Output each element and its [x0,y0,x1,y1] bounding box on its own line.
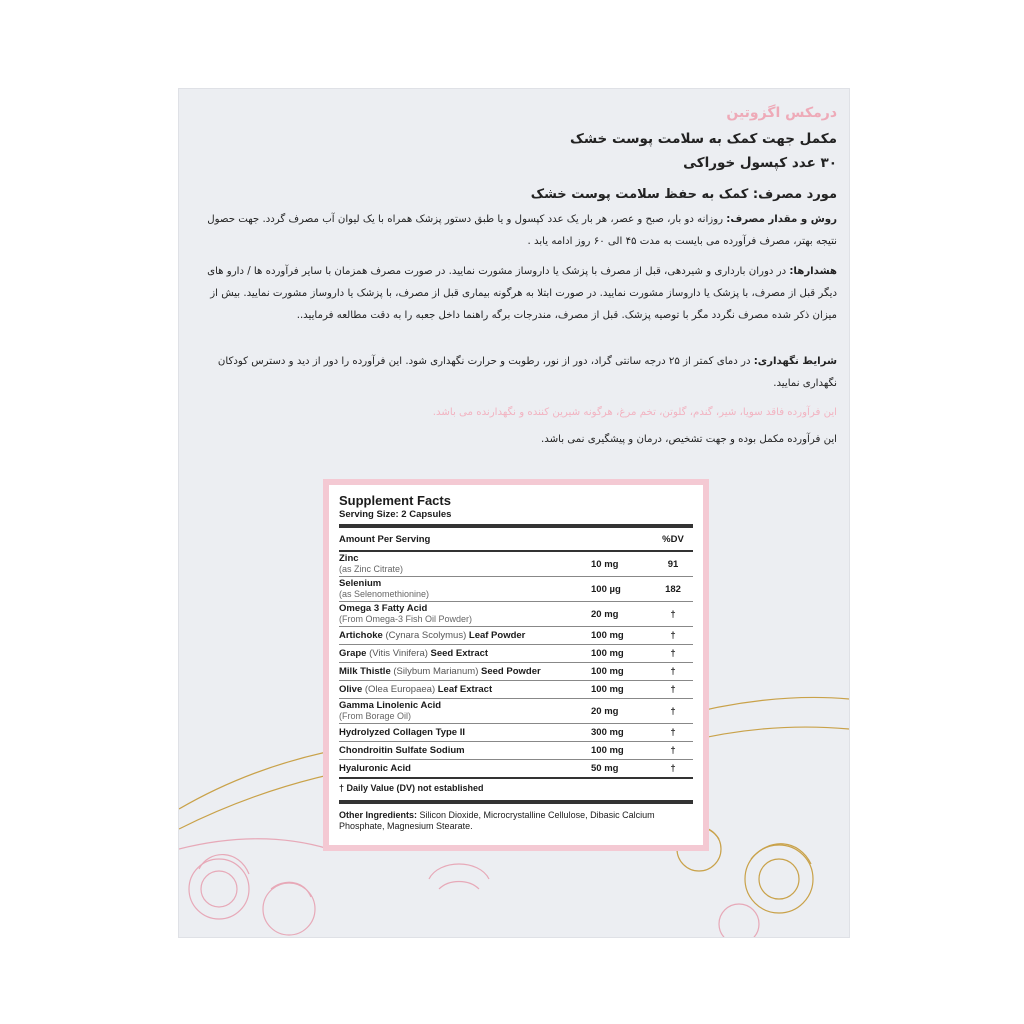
nutrient-part: Leaf Extract [435,684,493,695]
serving-size: Serving Size: 2 Capsules [339,509,693,528]
nutrient-amount: 20 mg [591,608,619,620]
nutrient-amount: 100 µg [591,583,621,595]
brand-name: درمکس اگزوتین [726,105,837,121]
table-row [339,742,693,760]
table-row [339,663,693,681]
nutrient-latin: (Silybum Marianum) [393,666,479,677]
nutrient-amount: 10 mg [591,558,619,570]
other-ingredients-label: Other Ingredients: [339,810,418,820]
nutrient-name: Hyaluronic Acid [339,763,411,774]
dv-footnote: † Daily Value (DV) not established [339,777,693,797]
nutrient-dv: † [670,705,676,717]
supplement-facts-frame [323,479,709,851]
nutrient-dv: † [670,745,676,756]
supplement-note: این فرآورده مکمل بوده و جهت تشخیص، درمان و پیشگیری نمی باشد. [541,434,837,445]
capsule-count: ۳۰ عدد کپسول خوراکی [683,155,837,171]
nutrient-latin: (Vitis Vinifera) [369,648,428,659]
nutrient-amount: 100 mg [591,684,624,695]
nutrient-part: Leaf Powder [466,630,526,641]
nutrient-dv: † [670,608,676,620]
amount-header: Amount Per Serving [339,533,431,545]
nutrient-name: Artichoke [339,630,386,641]
dosage-paragraph [193,209,837,253]
table-row [339,602,693,627]
table-row [339,627,693,645]
package-back [178,88,850,938]
facts-title: Supplement Facts [339,493,451,508]
nutrient-dv: † [670,630,676,641]
nutrient-amount: 300 mg [591,727,624,738]
storage-text: در دمای کمتر از ۲۵ درجه سانتی گراد، دور از نور، رطوبت و حرارت نگهداری شود. این فرآورده را دور از دید و دسترس کودکان نگهداری نمایید. [217,356,837,389]
table-row [339,724,693,742]
storage-paragraph [193,351,837,395]
nutrient-name: Olive [339,684,365,695]
dosage-label: روش و مقدار مصرف: [726,214,837,225]
nutrient-amount: 100 mg [591,745,624,756]
nutrient-amount: 50 mg [591,763,619,774]
nutrient-dv: † [670,648,676,659]
nutrient-part: Seed Powder [478,666,541,677]
storage-label: شرایط نگهداری: [753,356,837,367]
nutrient-dv: 91 [667,558,679,570]
other-ingredients [339,800,693,832]
nutrient-amount: 100 mg [591,648,624,659]
nutrient-source: (as Zinc Citrate) [339,564,404,574]
nutrient-dv: † [670,763,676,774]
warnings-text: در دوران بارداری و شیردهی، قبل از مصرف با پزشک یا داروساز مشورت نمایید. در صورت مصرف همزمان با سایر فرآورده ها / دارو های دیگر قبل از مصرف، با پزشک یا داروساز مشورت نمایید. در صورت ابتلا به هرگونه بیماری قبل از مصرف، با پزشک یا داروساز مشورت نمایید. بیش از میزان ذکر شده مصرف نگردد مگر با توصیه پزشک. قبل از مصرف، مندرجات برگه راهنما داخل جعبه را به دقت مطالعه فرمایید.. [207,266,837,321]
product-subtitle: مکمل جهت کمک به سلامت پوست خشک [570,131,837,147]
warnings-paragraph [193,261,837,327]
usage-heading: مورد مصرف: کمک به حفظ سلامت پوست خشک [530,187,837,202]
table-row [339,699,693,724]
nutrient-amount: 20 mg [591,705,619,717]
nutrient-name: Hydrolyzed Collagen Type II [339,727,465,738]
supplement-facts-panel [329,485,703,845]
dosage-text: روزانه دو بار، صبح و عصر، هر بار یک عدد کپسول و یا طبق دستور پزشک همراه با یک لیوان آب مصرف گردد. جهت حصول نتیجه بهتر، مصرف فرآورده می بایست به مدت ۴۵ الی ۶۰ روز ادامه یابد . [207,214,837,247]
nutrient-source: (From Omega-3 Fish Oil Powder) [339,614,473,624]
table-row [339,681,693,699]
nutrient-amount: 100 mg [591,630,624,641]
allergen-statement: این فرآورده فاقد سویا، شیر، گندم، گلوتن، تخم مرغ، هرگونه شیرین کننده و نگهدارنده می باشد. [432,407,837,418]
nutrient-part: Seed Extract [427,648,489,659]
nutrient-amount: 100 mg [591,666,624,677]
dv-header: %DV [662,533,684,545]
nutrient-dv: 182 [665,583,681,595]
nutrient-name: Chondroitin Sulfate Sodium [339,745,465,756]
nutrient-name: Zinc [339,553,359,564]
nutrient-dv: † [670,684,676,695]
table-row [339,552,693,577]
table-row [339,760,693,778]
nutrient-name: Milk Thistle [339,666,394,677]
nutrient-name: Grape [339,648,370,659]
warnings-label: هشدارها: [789,266,837,277]
nutrient-name: Omega 3 Fatty Acid [339,603,428,614]
nutrient-latin: (Olea Europaea) [364,684,436,695]
nutrient-dv: † [670,666,676,677]
other-ingredients-text: Silicon Dioxide, Microcrystalline Cellulose, Dibasic Calcium Phosphate, Magnesium Stearate. [339,810,655,831]
nutrient-name: Gamma Linolenic Acid [339,700,442,711]
nutrient-dv: † [670,727,676,738]
nutrient-source: (as Selenomethionine) [339,589,430,599]
table-row [339,645,693,663]
nutrient-name: Selenium [339,578,382,589]
nutrient-latin: (Cynara Scolymus) [385,630,467,641]
table-row [339,577,693,602]
facts-header-row [339,528,693,552]
nutrient-source: (From Borage Oil) [339,711,412,721]
